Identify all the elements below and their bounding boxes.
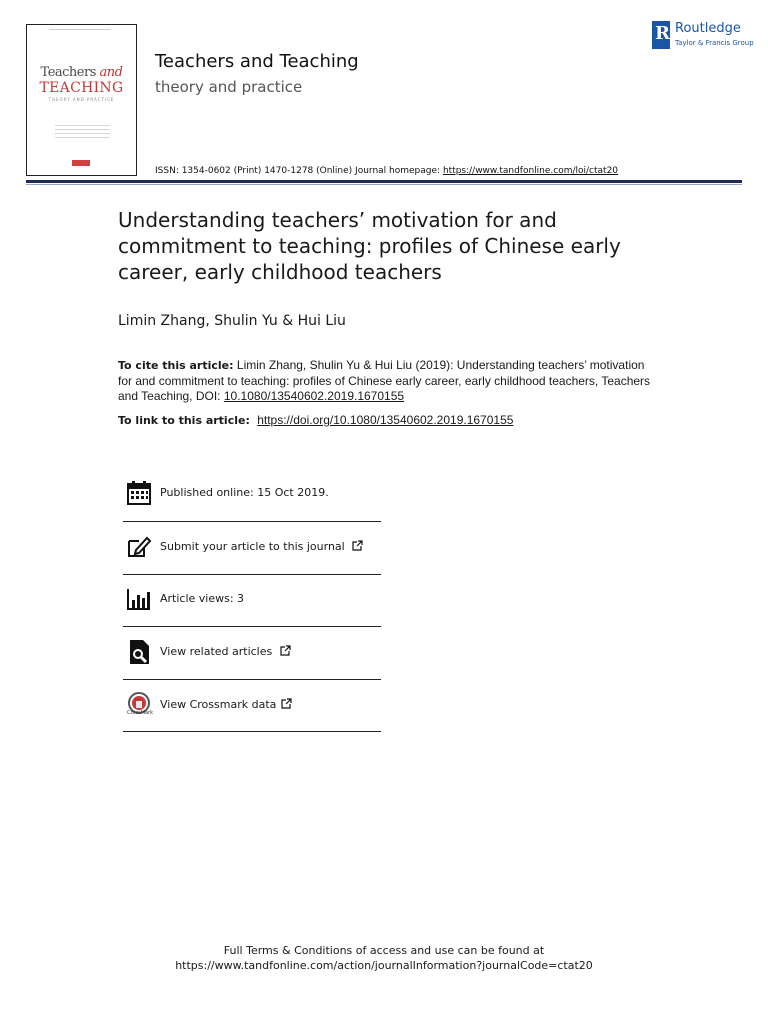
article-views-text: Article views: 3 (160, 592, 245, 605)
header-divider-light (26, 184, 742, 185)
related-articles-link[interactable]: View related articles (160, 645, 273, 658)
link-label: To link to this article: (118, 414, 250, 427)
publisher-name: Routledge (675, 21, 741, 36)
crossmark-item[interactable] (123, 680, 381, 732)
routledge-logo[interactable] (652, 21, 752, 51)
article-authors: Limin Zhang, Shulin Yu & Hui Liu (118, 313, 346, 329)
cover-title-and: and (99, 65, 123, 80)
journal-title: Teachers and Teaching (155, 51, 359, 72)
external-link-icon (352, 540, 363, 551)
related-articles-item[interactable] (123, 627, 381, 679)
crossmark-link[interactable]: View Crossmark data (160, 698, 277, 711)
journal-homepage-link[interactable]: https://www.tandfonline.com/loi/ctat20 (442, 166, 619, 176)
article-views-item (123, 574, 381, 626)
header-divider (26, 180, 742, 183)
article-link-row (118, 413, 513, 427)
cover-publisher-logo (72, 160, 90, 166)
crossmark-caption: CrossMark (127, 710, 154, 716)
edit-icon (126, 534, 152, 560)
citation-block (118, 358, 658, 405)
document-search-icon (126, 639, 152, 665)
article-url-link[interactable]: https://doi.org/10.1080/13540602.2019.1670155 (257, 413, 514, 427)
external-link-icon (280, 645, 291, 656)
cover-title-teaching: TEACHING (39, 80, 124, 96)
cite-text: Limin Zhang, Shulin Yu & Hui Liu (2019): Understanding teachers’ motivation for and commitment to teaching: profiles of Chinese early career, early childhood teachers, Teachers and Teaching, DOI: (118, 358, 651, 403)
terms-text: Full Terms & Conditions of access and use can be found at (223, 944, 545, 957)
info-divider (123, 731, 381, 732)
terms-link[interactable]: https://www.tandfonline.com/action/journalInformation?journalCode=ctat20 (175, 959, 593, 972)
doi-link[interactable]: 10.1080/13540602.2019.1670155 (223, 389, 405, 403)
published-online-text: Published online: 15 Oct 2019. (160, 486, 329, 499)
submit-article-link[interactable]: Submit your article to this journal (160, 540, 345, 553)
cover-title-teachers: Teachers (40, 65, 96, 80)
publisher-tagline: Taylor & Francis Group (675, 39, 754, 47)
published-online-item (123, 468, 381, 520)
terms-footer (0, 943, 768, 973)
cover-title-subtitle: THEORY AND PRACTICE (48, 97, 115, 102)
bar-chart-icon (126, 586, 152, 612)
submit-article-item[interactable] (123, 522, 381, 574)
routledge-r-icon: R (652, 21, 670, 49)
journal-cover-image (26, 24, 137, 176)
cite-label: To cite this article: (118, 359, 234, 372)
external-link-icon (281, 698, 292, 709)
calendar-icon (126, 480, 152, 506)
article-title: Understanding teachers’ motivation for and commitment to teaching: profiles of Chinese early career, early childhood teachers (118, 208, 621, 284)
journal-subtitle: theory and practice (155, 78, 303, 96)
issn-line (155, 166, 618, 176)
issn-text: ISSN: 1354-0602 (Print) 1470-1278 (Online) Journal homepage: (155, 166, 441, 176)
